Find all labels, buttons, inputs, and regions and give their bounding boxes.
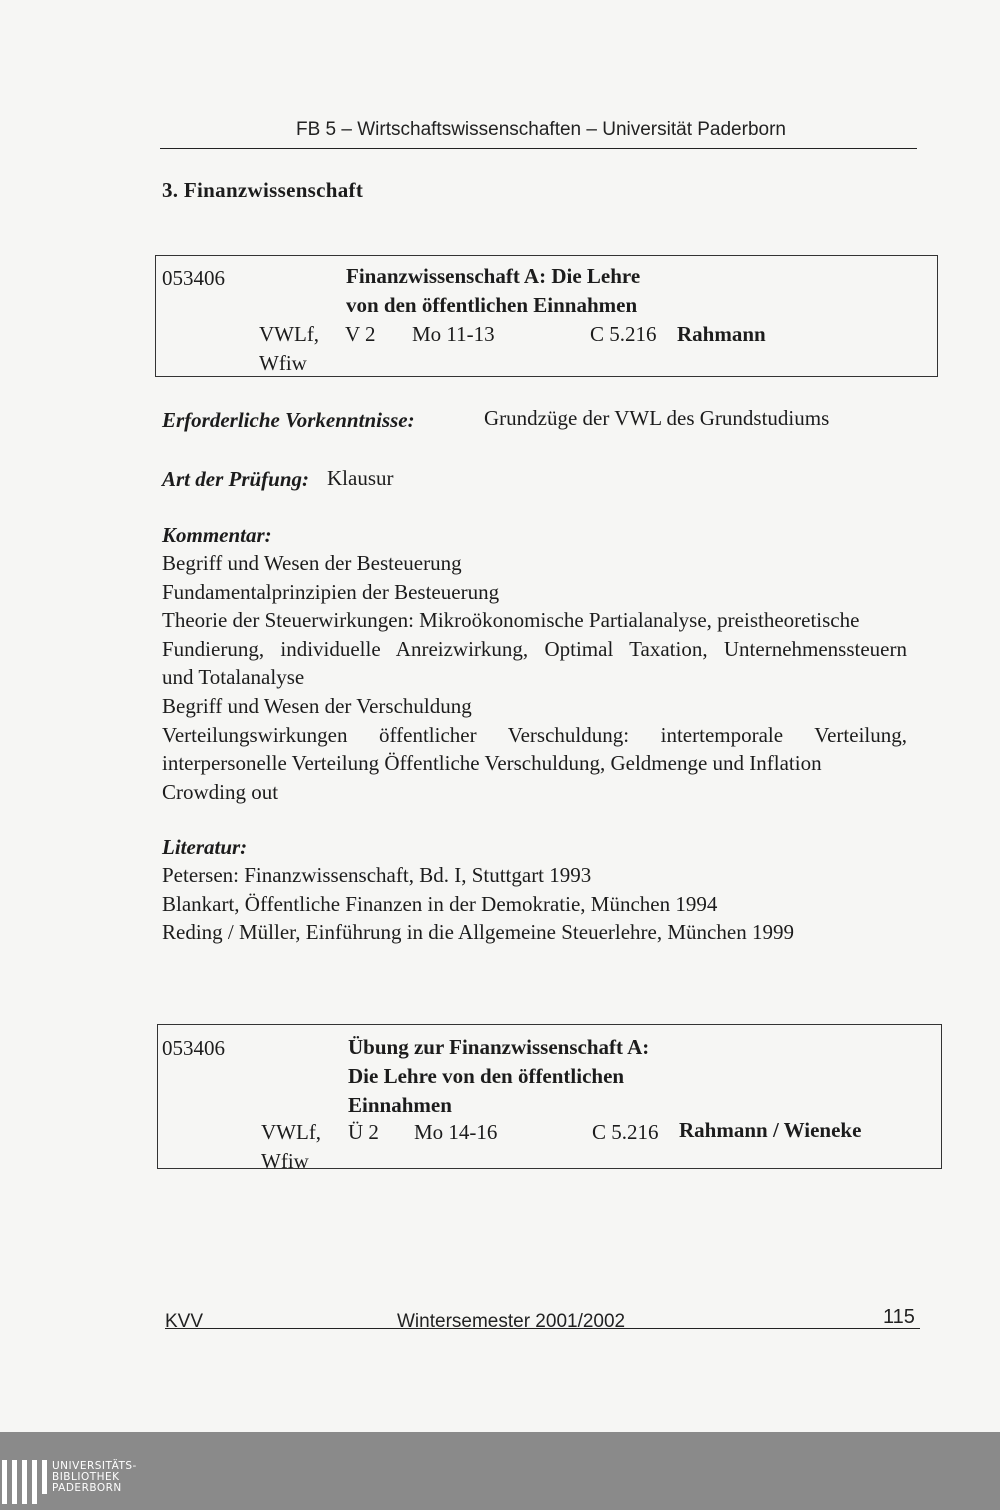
course-title-line3: Einnahmen (348, 1093, 452, 1117)
course-program: VWLf, (259, 322, 320, 346)
course-room: C 5.216 (590, 322, 657, 346)
page-number: 115 (883, 1306, 915, 1328)
prereq-label: Erforderliche Vorkenntnisse: (162, 408, 415, 432)
section-title: 3. Finanzwissenschaft (162, 178, 364, 202)
course-program-2: Wfiw (259, 351, 307, 375)
comment-line: Begriff und Wesen der Besteuerung (162, 551, 462, 575)
literature-item: Blankart, Öffentliche Finanzen in der Demokratie, München 1994 (162, 891, 718, 916)
literature-item: Reding / Müller, Einführung in die Allgemeine Steuerlehre, München 1999 (162, 920, 794, 945)
literature-item: Petersen: Finanzwissenschaft, Bd. I, Stuttgart 1993 (162, 863, 592, 887)
comment-line: Begriff und Wesen der Verschuldung (162, 693, 472, 718)
comment-label: Kommentar: (162, 523, 272, 547)
course-type: Ü 2 (348, 1120, 379, 1144)
course-title-line2: Die Lehre von den öffentlichen (348, 1064, 625, 1088)
comment-body (162, 549, 907, 806)
course-box-lecture (155, 255, 938, 377)
course-number: 053406 (162, 1036, 225, 1060)
course-title-line1: Übung zur Finanzwissenschaft A: (348, 1035, 650, 1059)
page-header: FB 5 – Wirtschaftswissenschaften – Universität Paderborn (296, 119, 786, 140)
library-line3: PADERBORN (52, 1482, 122, 1494)
course-type: V 2 (345, 322, 376, 346)
course-lecturer: Rahmann / Wieneke (679, 1118, 862, 1142)
course-program: VWLf, (261, 1120, 322, 1144)
comment-line: Theorie der Steuerwirkungen: Mikroökonomische Partialanalyse, preistheoretische (162, 608, 860, 633)
prereq-value: Grundzüge der VWL des Grundstudiums (484, 406, 830, 430)
comment-line: interpersonelle Verteilung Öffentliche Verschuldung, Geldmenge und Inflation (162, 751, 822, 776)
exam-label: Art der Prüfung: (162, 467, 310, 491)
library-banner (0, 1432, 1000, 1510)
course-title-line2: von den öffentlichen Einnahmen (346, 293, 638, 317)
course-lecturer: Rahmann (677, 322, 766, 346)
course-room: C 5.216 (592, 1120, 659, 1144)
library-line2: BIBLIOTHEK (52, 1471, 120, 1483)
literature-list (162, 861, 907, 947)
course-time: Mo 14-16 (414, 1120, 498, 1144)
exam-value: Klausur (327, 466, 394, 490)
comment-line: Crowding out (162, 779, 279, 804)
comment-line: Fundamentalprinzipien der Besteuerung (162, 579, 500, 604)
course-time: Mo 11-13 (412, 322, 495, 346)
footer-left: KVV (165, 1311, 204, 1332)
course-title-line1: Finanzwissenschaft A: Die Lehre (346, 264, 641, 288)
literature-label: Literatur: (162, 835, 248, 859)
comment-line: Fundierung, individuelle Anreizwirkung, Optimal Taxation, Unternehmenssteuern (162, 636, 907, 661)
footer-semester: Wintersemester 2001/2002 (397, 1311, 626, 1332)
course-number: 053406 (162, 266, 225, 290)
comment-line: und Totalanalyse (162, 665, 305, 690)
library-line1: UNIVERSITÄTS- (52, 1460, 137, 1472)
comment-line: Verteilungswirkungen öffentlicher Verschuldung: intertemporale Verteilung, (162, 722, 907, 747)
course-box-exercise (157, 1024, 942, 1173)
library-name (52, 1461, 137, 1494)
course-program-2: Wfiw (261, 1149, 309, 1173)
